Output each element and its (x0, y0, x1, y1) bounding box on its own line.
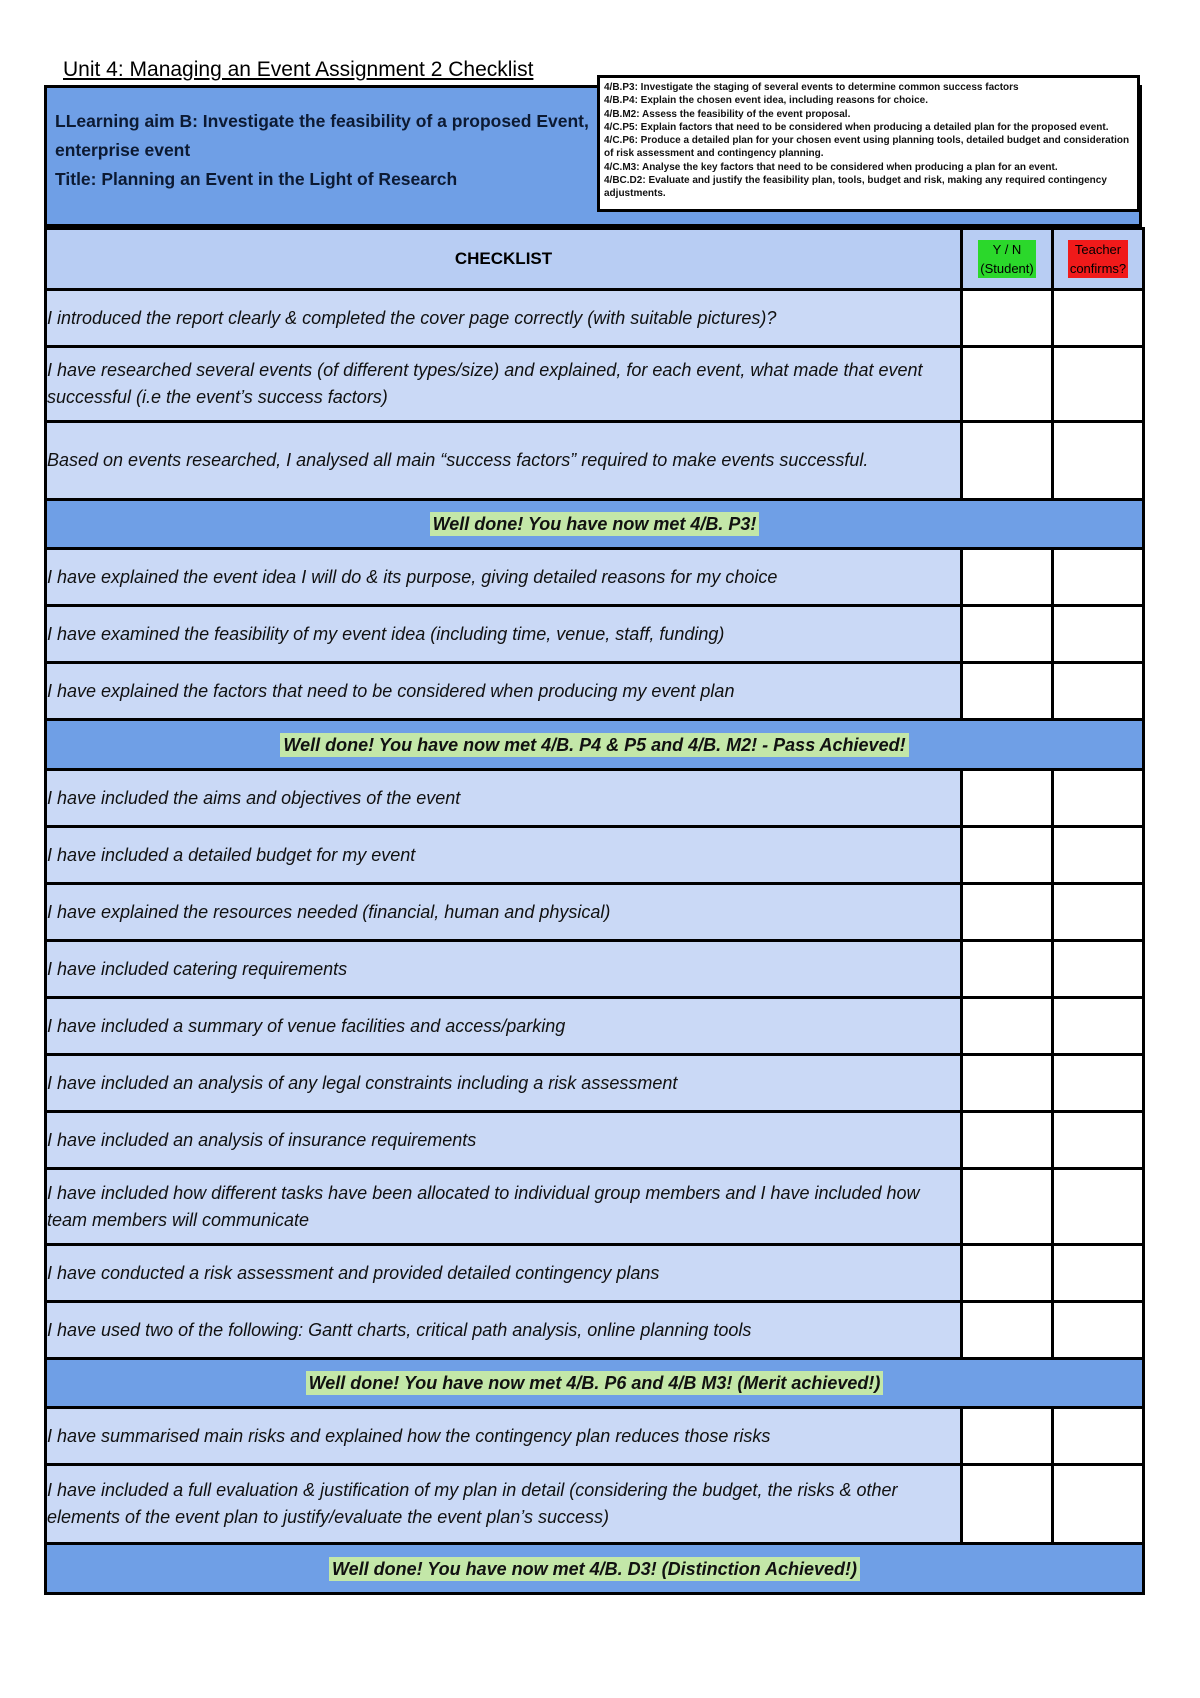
student-checkbox[interactable] (962, 884, 1053, 941)
checklist-header-row (46, 229, 1144, 290)
checklist-row (46, 1112, 1144, 1169)
checklist-row (46, 1055, 1144, 1112)
checklist-row (46, 606, 1144, 663)
checklist-row (46, 827, 1144, 884)
teacher-checkbox[interactable] (1053, 1408, 1144, 1465)
checklist-item-text: I have included a full evaluation & justification of my plan in detail (considering the budget, the risks & other elements of the event plan to justify/evaluate the event plan’s success) (46, 1465, 962, 1544)
teacher-checkbox[interactable] (1053, 606, 1144, 663)
checklist-item-text: I have included a detailed budget for my event (46, 827, 962, 884)
checklist-row (46, 663, 1144, 720)
student-checkbox[interactable] (962, 1245, 1053, 1302)
checklist-row (46, 1302, 1144, 1359)
section-banner (46, 1359, 1144, 1408)
student-checkbox[interactable] (962, 347, 1053, 422)
teacher-checkbox[interactable] (1053, 1302, 1144, 1359)
criterion: 4/BC.D2: Evaluate and justify the feasibility plan, tools, budget and risk, making any required contingency adjustments. (604, 175, 1107, 200)
checklist-row (46, 549, 1144, 606)
teacher-column-badge: Teacher confirms? (1069, 242, 1127, 276)
student-checkbox[interactable] (962, 1302, 1053, 1359)
criterion: 4/C.P5: Explain factors that need to be considered when producing a detailed plan for the proposed event. (604, 121, 1109, 133)
teacher-checkbox[interactable] (1053, 1465, 1144, 1544)
student-checkbox[interactable] (962, 663, 1053, 720)
criterion: 4/B.P4: Explain the chosen event idea, including reasons for choice. (604, 95, 928, 107)
checklist-item-text: I have explained the factors that need to be considered when producing my event plan (46, 663, 962, 720)
learning-aim-text (55, 107, 595, 194)
banner-text: Well done! You have now met 4/B. P4 & P5 and 4/B. M2! - Pass Achieved! (280, 733, 908, 757)
section-banner-row (46, 720, 1144, 770)
student-checkbox[interactable] (962, 290, 1053, 347)
learning-aim-line-1: LLearning aim B: Investigate the feasibility of a proposed Event, (55, 111, 589, 131)
banner-text: Well done! You have now met 4/B. P6 and 4/B M3! (Merit achieved!) (306, 1371, 884, 1395)
criterion: 4/B.P3: Investigate the staging of several events to determine common success factors (604, 82, 1019, 93)
checklist-row (46, 998, 1144, 1055)
criterion: 4/C.P6: Produce a detailed plan for your chosen event using planning tools, detailed budget and consideration of risk assessment and contingency planning. (604, 135, 1130, 160)
teacher-checkbox[interactable] (1053, 827, 1144, 884)
student-checkbox[interactable] (962, 827, 1053, 884)
criterion: 4/B.M2: Assess the feasibility of the event proposal. (604, 108, 851, 120)
teacher-checkbox[interactable] (1053, 770, 1144, 827)
teacher-column-header (1053, 229, 1144, 290)
checklist-row (46, 770, 1144, 827)
checklist-item-text: I have researched several events (of different types/size) and explained, for each event, what made that event successful (i.e the event’s success factors) (46, 347, 962, 422)
checklist-item-text: I have included how different tasks have been allocated to individual group members and I have included how team members will communicate (46, 1169, 962, 1245)
criterion: 4/C.M3: Analyse the key factors that need to be considered when producing a plan for an event. (604, 161, 1058, 173)
checklist-item-text: I have explained the resources needed (financial, human and physical) (46, 884, 962, 941)
section-banner (46, 500, 1144, 549)
criteria-box (597, 75, 1140, 212)
teacher-checkbox[interactable] (1053, 290, 1144, 347)
teacher-checkbox[interactable] (1053, 1169, 1144, 1245)
teacher-checkbox[interactable] (1053, 998, 1144, 1055)
teacher-checkbox[interactable] (1053, 549, 1144, 606)
checklist-row (46, 1465, 1144, 1544)
student-checkbox[interactable] (962, 549, 1053, 606)
teacher-checkbox[interactable] (1053, 422, 1144, 500)
teacher-checkbox[interactable] (1053, 884, 1144, 941)
student-checkbox[interactable] (962, 998, 1053, 1055)
checklist-item-text: Based on events researched, I analysed all main “success factors” required to make events successful. (46, 422, 962, 500)
student-checkbox[interactable] (962, 1408, 1053, 1465)
checklist-row (46, 1245, 1144, 1302)
checklist-row (46, 290, 1144, 347)
checklist-row (46, 347, 1144, 422)
document-title: Unit 4: Managing an Event Assignment 2 Checklist (63, 58, 534, 81)
checklist-item-text: I have examined the feasibility of my event idea (including time, venue, staff, funding) (46, 606, 962, 663)
student-checkbox[interactable] (962, 1169, 1053, 1245)
banner-text: Well done! You have now met 4/B. D3! (Distinction Achieved!) (329, 1557, 860, 1581)
student-checkbox[interactable] (962, 941, 1053, 998)
section-banner (46, 720, 1144, 770)
teacher-checkbox[interactable] (1053, 663, 1144, 720)
student-checkbox[interactable] (962, 1112, 1053, 1169)
assignment-title: Title: Planning an Event in the Light of Research (55, 169, 458, 189)
checklist-item-text: I have included the aims and objectives of the event (46, 770, 962, 827)
teacher-checkbox[interactable] (1053, 1055, 1144, 1112)
student-column-badge: Y / N (Student) (980, 242, 1034, 276)
checklist-item-text: I have used two of the following: Gantt charts, critical path analysis, online planning tools (46, 1302, 962, 1359)
checklist-item-text: I have conducted a risk assessment and provided detailed contingency plans (46, 1245, 962, 1302)
checklist-row (46, 884, 1144, 941)
learning-aim-line-2: enterprise event (55, 140, 191, 160)
section-banner-row (46, 500, 1144, 549)
checklist-row (46, 941, 1144, 998)
checklist-item-text: I have included an analysis of any legal constraints including a risk assessment (46, 1055, 962, 1112)
banner-text: Well done! You have now met 4/B. P3! (430, 512, 760, 536)
section-banner-row (46, 1359, 1144, 1408)
student-column-header (962, 229, 1053, 290)
section-banner-row (46, 1544, 1144, 1594)
checklist-header: CHECKLIST (46, 229, 962, 290)
teacher-checkbox[interactable] (1053, 1245, 1144, 1302)
student-checkbox[interactable] (962, 1055, 1053, 1112)
checklist-item-text: I introduced the report clearly & completed the cover page correctly (with suitable pictures)? (46, 290, 962, 347)
section-banner (46, 1544, 1144, 1594)
checklist-row (46, 1169, 1144, 1245)
student-checkbox[interactable] (962, 422, 1053, 500)
teacher-checkbox[interactable] (1053, 941, 1144, 998)
checklist-table (44, 227, 1145, 1595)
checklist-row (46, 422, 1144, 500)
teacher-checkbox[interactable] (1053, 347, 1144, 422)
teacher-checkbox[interactable] (1053, 1112, 1144, 1169)
checklist-item-text: I have included catering requirements (46, 941, 962, 998)
checklist-item-text: I have summarised main risks and explained how the contingency plan reduces those risks (46, 1408, 962, 1465)
student-checkbox[interactable] (962, 770, 1053, 827)
student-checkbox[interactable] (962, 606, 1053, 663)
checklist-item-text: I have included an analysis of insurance requirements (46, 1112, 962, 1169)
student-checkbox[interactable] (962, 1465, 1053, 1544)
checklist-row (46, 1408, 1144, 1465)
checklist-item-text: I have explained the event idea I will do & its purpose, giving detailed reasons for my choice (46, 549, 962, 606)
checklist-item-text: I have included a summary of venue facilities and access/parking (46, 998, 962, 1055)
